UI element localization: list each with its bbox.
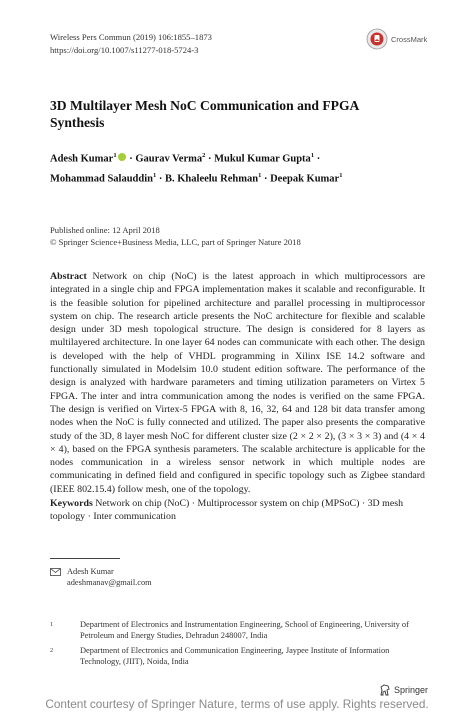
keywords-text: Network on chip (NoC) · Multiprocessor system on chip (MPSoC) · 3D mesh topology · Inter communication	[50, 498, 404, 523]
author-separator: ·	[129, 153, 133, 165]
abstract-text: Network on chip (NoC) is the latest approach in which multiprocessors are integrated in a single chip and FPGA implementation makes it scalable and reconfigurable. It is the feasible solution for pipelined architecture and parallel processing in multiprocessor system on chip. The research article presents the NoC architecture for flexible and scalable design under 3D mesh topological structure. The design is considered for 8 layers as multilayered architecture. In one layer 64 nodes can communicate with each other. The design is developed with the help of VHDL programming in Xilinx ISE 14.2 software and functionally simulated in Modelsim 10.0 student edition software. The performance of the design is analyzed with hardware parameters and timing utilization parameters on Virtex 5 FPGA. The inter and intra communication among the nodes is verified on the same FPGA. The design is verified on Virtex-5 FPGA with 8, 16, 32, 64 and 128 bit data transfer among nodes when the NoC is fully connected and utilized. The paper also presents the comparative study of the 3D, 8 layer mesh NoC for different cluster size (2 × 2 × 2), (3 × 3 × 3) and (4 × 4 × 4), based on the FPGA synthesis parameters. The scalable architecture is applicable for the nodes communication in a wireless sensor network in which multiple nodes are communicating in defined field and configured in specific topology such as Zigbee standard (IEEE 802.15.4) follow mesh, one of the topology.	[50, 271, 425, 495]
crossmark-icon	[366, 28, 388, 50]
envelope-icon	[50, 568, 61, 576]
title-line-1: 3D Multilayer Mesh NoC Communication and FPGA	[50, 98, 360, 113]
author-name[interactable]: B. Khaleelu Rehman	[165, 173, 259, 184]
corresponding-author-email[interactable]: adeshmanav@gmail.com	[67, 578, 152, 587]
title-line-2: Synthesis	[50, 115, 105, 130]
affiliation-text: Department of Electronics and Communication Engineering, Jaypee Institute of Information Technology, (JIIT), Noida, India	[80, 646, 390, 666]
affiliation-number: 1	[50, 621, 54, 628]
affiliation-text: Department of Electronics and Instrumentation Engineering, School of Engineering, University of Petroleum and Energy Studies, Dehradun 248007, India	[80, 620, 409, 640]
journal-citation: Wireless Pers Commun (2019) 106:1855–1873	[50, 32, 212, 42]
keywords-label: Keywords	[50, 498, 93, 509]
author-affiliation-mark: 2	[202, 152, 206, 159]
doi-link[interactable]: https://doi.org/10.1007/s11277-018-5724-3	[50, 45, 199, 55]
author-affiliation-mark: 1	[113, 152, 117, 159]
springer-logo	[379, 684, 428, 696]
courtesy-notice[interactable]: Content courtesy of Springer Nature, terms of use apply. Rights reserved.	[45, 697, 429, 711]
crossmark-label: CrossMark	[391, 34, 428, 44]
authors-line-2	[50, 168, 430, 188]
author-name[interactable]: Gaurav Verma	[135, 153, 203, 165]
author-separator: ·	[158, 173, 163, 184]
author-list	[50, 148, 430, 187]
authors-line-1	[50, 148, 430, 168]
author-name[interactable]: Deepak Kumar	[270, 173, 340, 184]
copyright-notice: © Springer Science+Business Media, LLC, part of Springer Nature 2018	[50, 236, 301, 247]
affiliation-number: 2	[50, 647, 54, 654]
springer-wordmark: Springer	[394, 685, 429, 695]
author-separator: ·	[316, 153, 321, 165]
keywords	[50, 497, 425, 524]
publication-info	[50, 225, 301, 248]
footnote-divider	[50, 558, 120, 559]
abstract-label: Abstract	[50, 271, 87, 282]
paper-title	[50, 97, 430, 131]
author-affiliation-mark: 1	[153, 171, 157, 179]
author-name[interactable]: Adesh Kumar	[50, 153, 114, 165]
author-separator: ·	[263, 173, 268, 184]
author-name[interactable]: Mukul Kumar Gupta	[214, 153, 311, 165]
corresponding-author-name: Adesh Kumar	[67, 567, 114, 576]
author-name[interactable]: Mohammad Salauddin	[50, 173, 153, 184]
published-date: Published online: 12 April 2018	[50, 225, 160, 235]
orcid-icon[interactable]	[118, 153, 126, 161]
author-affiliation-mark: 1	[339, 171, 343, 179]
author-affiliation-mark: 1	[310, 152, 315, 159]
author-affiliation-mark: 1	[258, 171, 262, 179]
journal-header	[50, 31, 212, 57]
springer-horse-icon	[379, 684, 391, 696]
crossmark-badge[interactable]	[366, 28, 427, 50]
abstract	[50, 270, 425, 496]
author-separator: ·	[208, 153, 212, 165]
